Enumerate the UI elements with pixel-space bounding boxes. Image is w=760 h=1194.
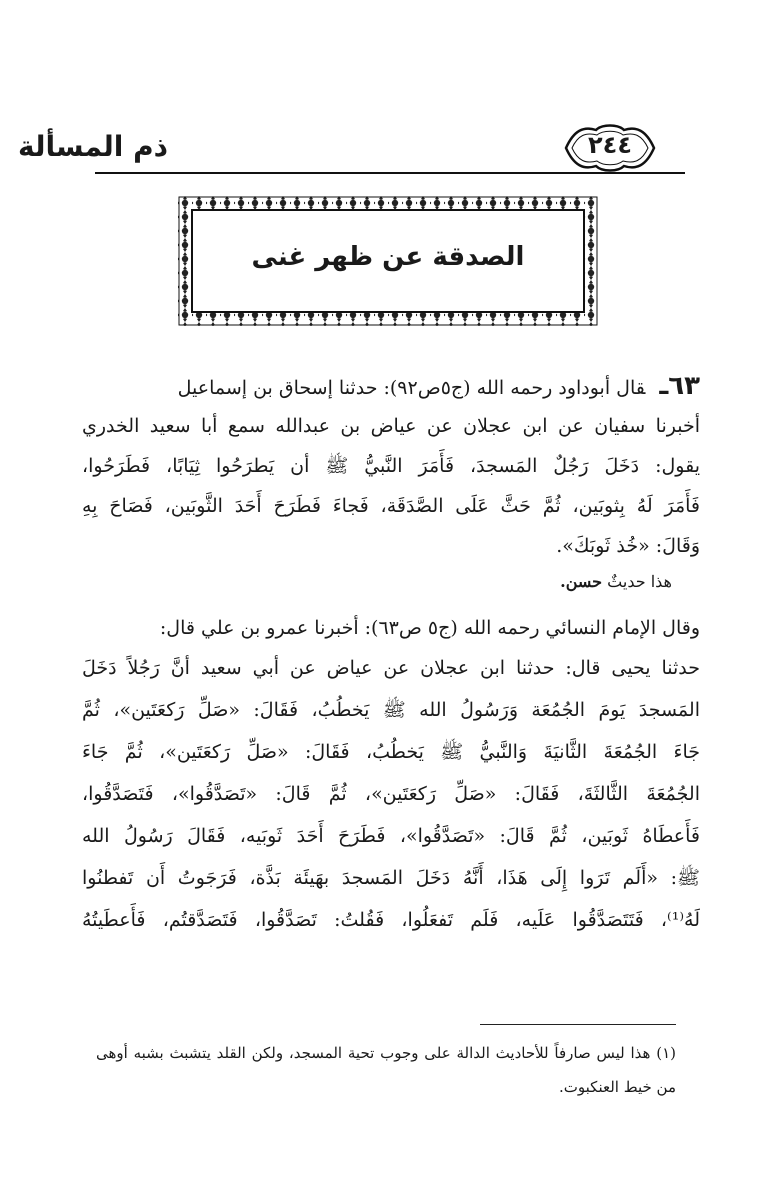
text-line: يقول: دَخَلَ رَجُلٌ المَسجدَ، فَأَمَرَ النَّبيُّ ﷺ أن يَطرَحُوا ثِيَابًا، فَطَرَحُوا، xyxy=(82,455,700,477)
footnote-line: من خيط العنكبوت. xyxy=(559,1078,676,1096)
grade-word: حسن. xyxy=(560,572,603,591)
header-rule xyxy=(95,172,685,174)
text-line: حدثنا يحيى قال: حدثنا ابن عجلان عن عياض عن أبي سعيد أنَّ رَجُلاً دَخَلَ xyxy=(82,657,700,679)
text-line: فَأَمَرَ لَهُ بِثوبَين، ثُمَّ حَثَّ عَلَى الصَّدَقَة، فَجاءَ فَطَرَحَ أَحَدَ الثَّوبَين، فَصَاحَ بِهِ xyxy=(82,495,700,517)
text-line: أخبرنا سفيان عن ابن عجلان عن عياض بن عبدالله سمع أبا سعيد الخدري xyxy=(82,415,700,437)
text-line: لَهُ⁽¹⁾، فَتَتَصَدَّقُوا عَلَيه، فَلَم تَفعَلُوا، فَقُلتُ: تَصَدَّقُوا، فَتَصَدَّقتُم، فَأَعطَيتُهُ xyxy=(82,909,700,931)
text-line: ٦٣ـقال أبوداود رحمه الله (ج٥ص٩٢): حدثنا إسحاق بن إسماعيل xyxy=(177,371,700,401)
footnote-line: (١) هذا ليس صارفاً للأحاديث الدالة على وجوب تحية المسجد، ولكن القلد يتشبث بشبه أوهى xyxy=(96,1044,676,1062)
chapter-title: الصدقة عن ظهر غنى xyxy=(251,242,525,272)
hadith-number: ٦٣ـ xyxy=(659,371,700,401)
text-line: وَقَالَ: «خُذ ثَوبَكَ». xyxy=(556,535,700,557)
text-line: ﷺ: «أَلَم تَرَوا إِلَى هَذَا، أَنَّهُ دَخَلَ المَسجدَ بهَيئَة بَذَّة، فَرَجَوتُ أَن تَفطنُوا xyxy=(82,867,700,889)
text-line: وقال الإمام النسائي رحمه الله (ج٥ ص٦٣): أخبرنا عمرو بن علي قال: xyxy=(159,617,700,639)
footnote-separator xyxy=(480,1024,676,1025)
text-line: الجُمُعَةَ الثَّالثَةَ، فَقَالَ: «صَلِّ رَكعَتَين»، ثُمَّ قَالَ: «تَصَدَّقُوا»، فَتَصَدَّقُوا، xyxy=(82,783,700,805)
page-number: ٢٤٤ xyxy=(588,131,632,159)
text-line: فَأَعطَاهُ ثَوبَين، ثُمَّ قَالَ: «تَصَدَّقُوا»، فَطَرَحَ أَحَدَ ثَوبَيه، فَقَالَ رَسُولُ الله xyxy=(82,825,700,847)
text-line: جَاءَ الجُمُعَةَ الثَّانيَةَ وَالنَّبيُّ ﷺ يَخطُبُ، فَقَالَ: «صَلِّ رَكعَتَين»، ثُمَّ جَاءَ xyxy=(82,741,700,763)
page-number-badge xyxy=(560,122,660,174)
hadith-grade: هذا حديثٌ حسن. xyxy=(560,572,672,591)
chapter-title-frame xyxy=(178,196,598,326)
running-header-title: ذم المسألة xyxy=(17,130,168,163)
text-line: المَسجدَ يَومَ الجُمُعَة وَرَسُولُ الله ﷺ يَخطُبُ، فَقَالَ: «صَلِّ رَكعَتَين»، ثُمَّ xyxy=(82,699,700,721)
